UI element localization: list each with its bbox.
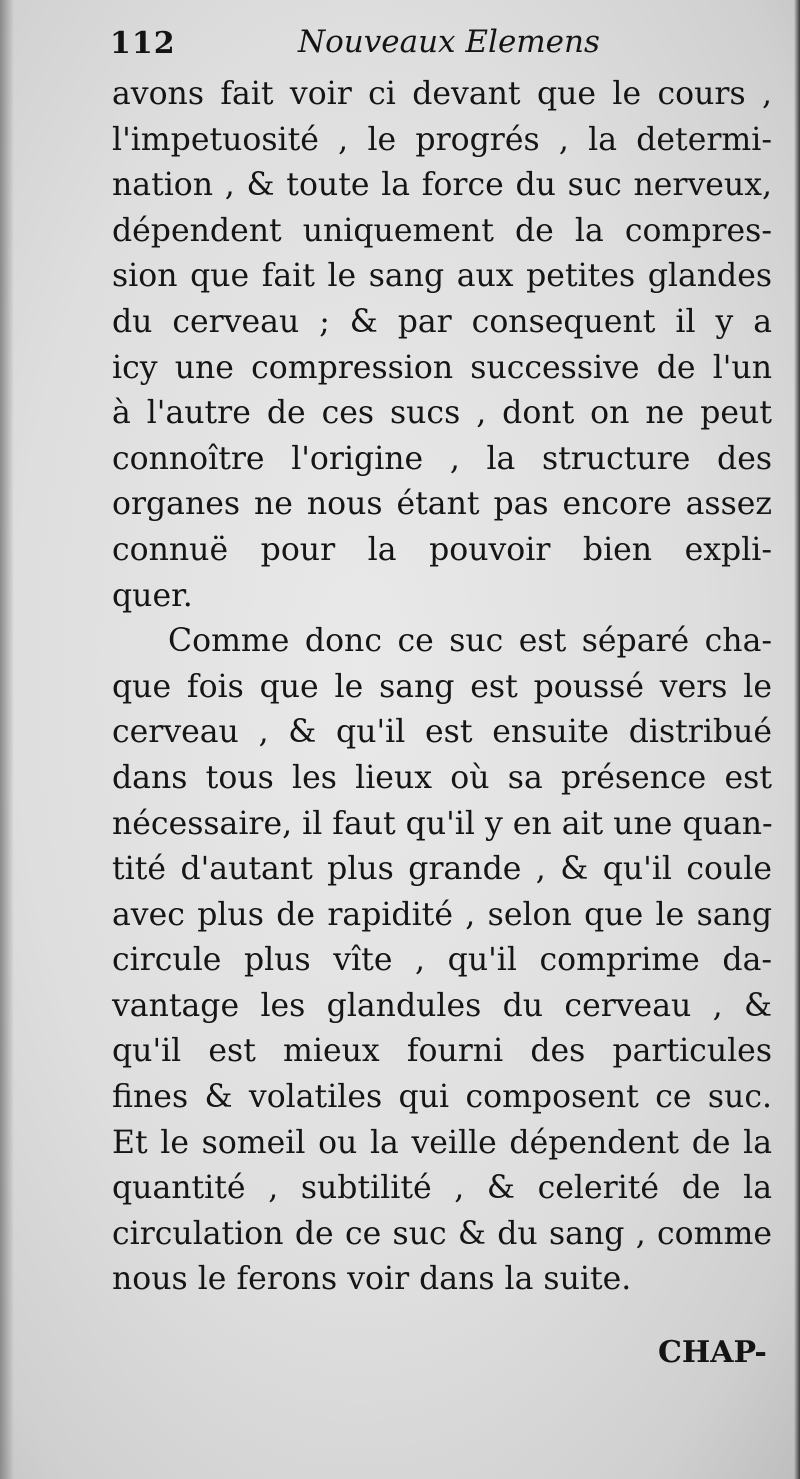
page-right-edge-shadow: [794, 0, 800, 1479]
text-line: quer.: [112, 577, 193, 614]
running-title: Nouveaux Elemens: [298, 24, 600, 60]
text-line: connuë pour la pouvoir bien expli-: [112, 531, 772, 568]
text-line: nécessaire, il faut qu'il y en ait une quan-: [112, 805, 773, 842]
paragraph-2: [112, 619, 772, 1303]
page-left-edge-shadow: [0, 0, 14, 1479]
text-line: avons fait voir ci devant que le cours ,: [112, 76, 772, 112]
text-line: dans tous les lieux où sa présence est: [112, 759, 772, 796]
text-line: organes ne nous étant pas encore assez: [112, 486, 772, 523]
body-text: [112, 72, 772, 1303]
text-line: nous le ferons voir dans la suite.: [112, 1261, 632, 1298]
text-line: circulation de ce suc & du sang , comme: [112, 1215, 772, 1252]
page-header: [110, 22, 630, 62]
text-line: l'impetuosité , le progrés , la determi-: [112, 121, 772, 158]
page-number: 112: [110, 26, 176, 61]
catchword: CHAP-: [658, 1335, 767, 1370]
text-line: circule plus vîte , qu'il comprime da-: [112, 942, 772, 979]
text-line: que fois que le sang est poussé vers le: [112, 668, 772, 705]
text-line: fines & volatiles qui composent ce suc.: [112, 1079, 772, 1116]
paragraph-1: [112, 72, 772, 619]
text-line: tité d'autant plus grande , & qu'il coule: [112, 851, 772, 888]
text-line: du cerveau ; & par consequent il y a: [112, 303, 772, 340]
text-line: Et le someil ou la veille dépendent de la: [112, 1124, 772, 1161]
text-line: avec plus de rapidité , selon que le sang: [112, 896, 772, 933]
text-line: connoître l'origine , la structure des: [112, 440, 772, 477]
text-line: vantage les glandules du cerveau , &: [112, 987, 772, 1024]
text-line: Comme donc ce suc est séparé cha-: [168, 623, 772, 660]
text-line: nation , & toute la force du suc nerveux,: [112, 167, 772, 204]
text-line: quantité , subtilité , & celerité de la: [112, 1170, 772, 1207]
text-line: dépendent uniquement de la compres-: [112, 212, 772, 249]
text-line: à l'autre de ces sucs , dont on ne peut: [112, 395, 772, 432]
text-line: cerveau , & qu'il est ensuite distribué: [112, 714, 772, 751]
text-line: qu'il est mieux fourni des particules: [112, 1033, 772, 1070]
text-line: sion que fait le sang aux petites glandes: [112, 258, 772, 295]
text-line: icy une compression successive de l'un: [112, 349, 772, 386]
